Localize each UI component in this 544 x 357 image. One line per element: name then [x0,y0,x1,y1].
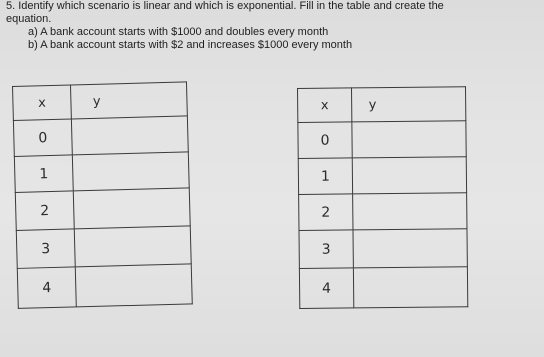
question-line-1: 5. Identify which scenario is linear and which is exponential. Fill in the table and create the [6,0,444,12]
table-b-x-cell: 3 [299,230,353,269]
table-row [299,267,467,309]
table-b [297,86,468,309]
table-a-header-x: x [13,85,72,121]
table-row [16,226,191,269]
table-row [299,193,467,231]
question-text [6,0,542,52]
table-a-header-row [13,82,188,121]
table-b-x-cell: 2 [299,194,353,231]
table-a-y-cell[interactable] [71,116,188,155]
table-b-header-y: y [352,87,466,122]
table-row [15,188,190,231]
table-a-x-cell: 3 [16,229,75,269]
table-b-y-cell[interactable] [352,121,466,158]
table-b-y-cell[interactable] [353,229,467,268]
table-b-y-cell[interactable] [352,157,466,194]
table-b-header-x: x [298,88,352,123]
table-a-x-cell: 1 [14,155,73,193]
question-part-a: a) A bank account starts with $1000 and doubles every month [28,26,329,38]
table-a-y-cell[interactable] [73,188,190,229]
table-row [14,152,189,193]
question-line-2: equation. [6,13,52,25]
table-row [298,157,466,195]
table-a-y-cell[interactable] [75,264,192,307]
table-a-x-cell: 2 [15,191,74,231]
table-a-x-cell: 4 [17,267,76,309]
table-row [298,121,466,159]
table-b-y-cell[interactable] [353,267,467,308]
table-a-y-cell[interactable] [72,152,189,191]
table-b-x-cell: 4 [299,268,353,309]
table-a-header-y: y [70,82,187,119]
table-row [299,229,467,269]
question-part-b: b) A bank account starts with $2 and increases $1000 every month [28,39,353,51]
table-b-x-cell: 0 [298,122,352,159]
table-a [12,81,193,309]
table-row [17,264,192,309]
table-b-header-row [298,87,466,123]
table-b-x-cell: 1 [298,158,352,195]
table-a-x-cell: 0 [13,119,72,157]
table-a-y-cell[interactable] [74,226,191,267]
table-row [13,116,188,157]
table-b-y-cell[interactable] [353,193,467,230]
